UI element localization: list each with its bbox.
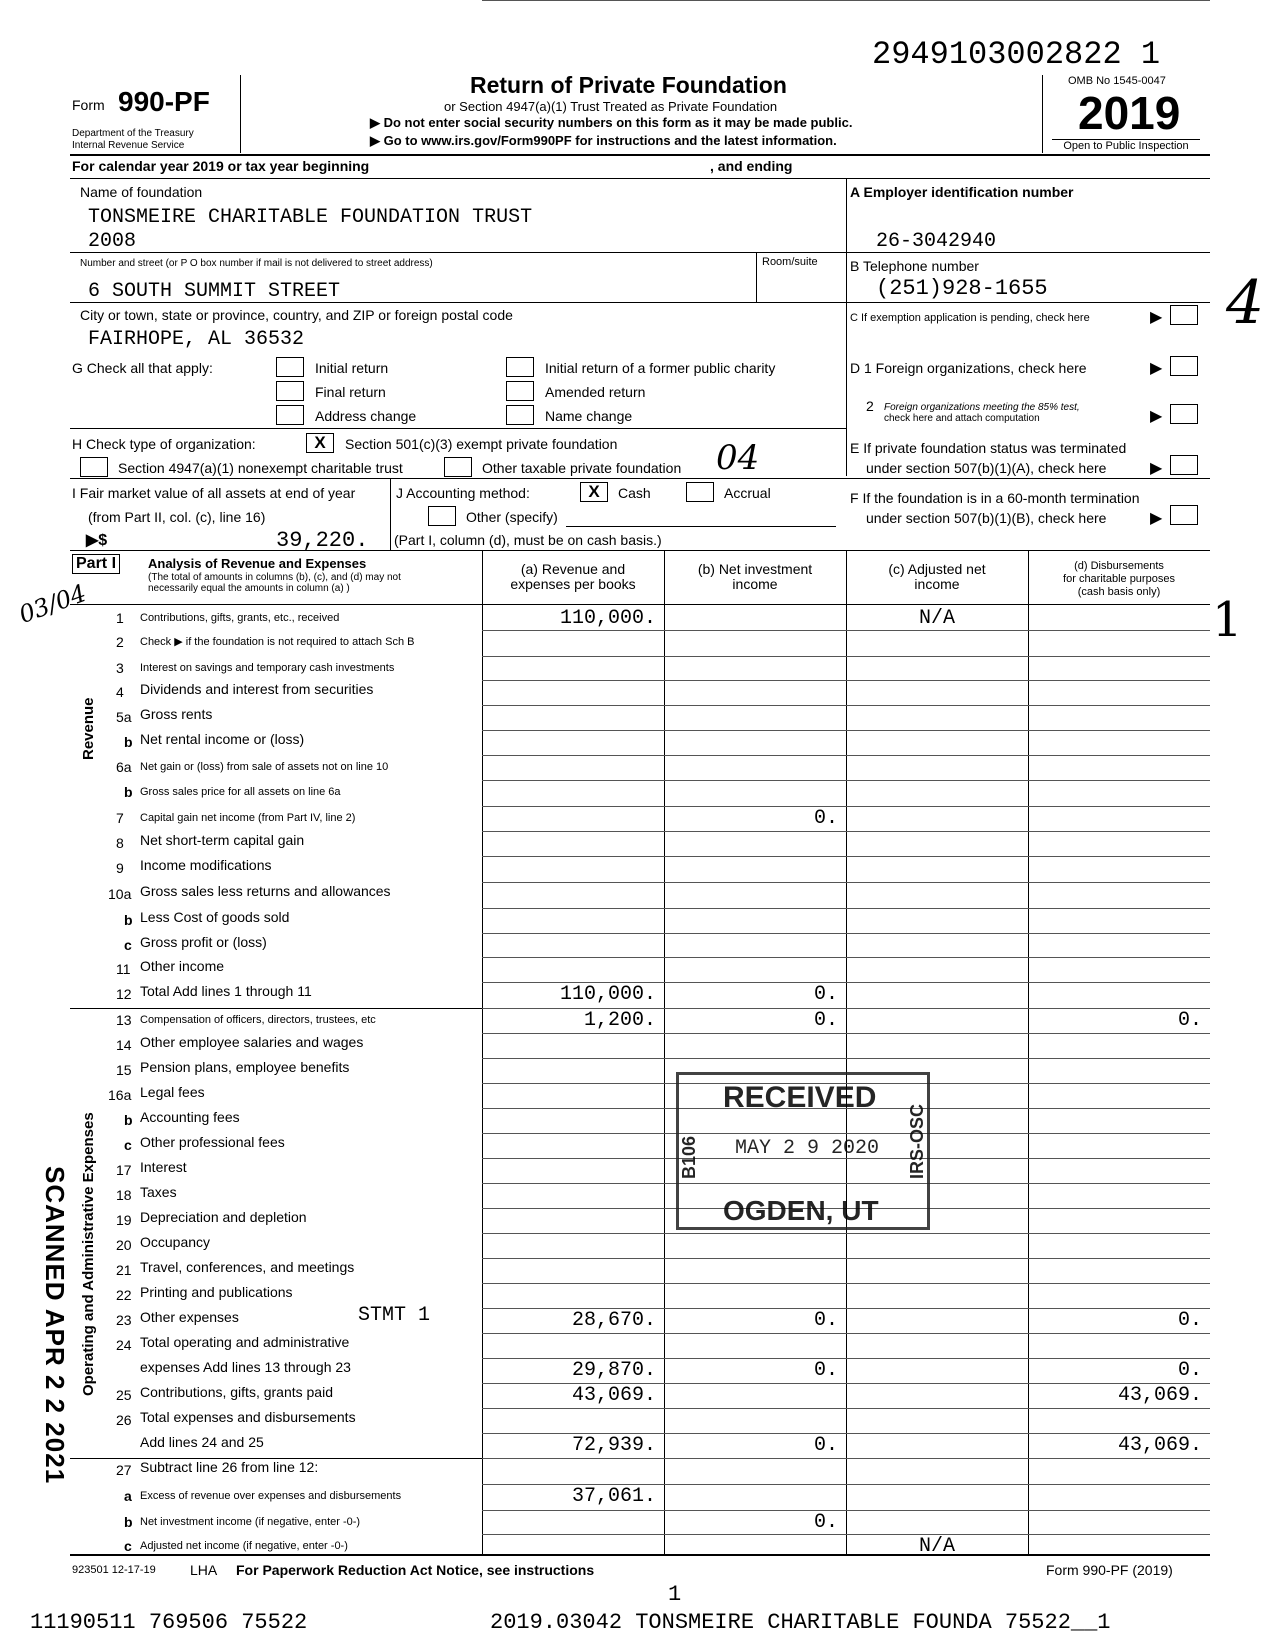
row-number: 18 <box>116 1187 132 1203</box>
row-col-b[interactable]: 0. <box>813 1511 838 1534</box>
city-state-zip[interactable]: FAIRHOPE, AL 36532 <box>88 328 305 351</box>
other-method-checkbox[interactable] <box>428 506 456 526</box>
row-number: 1 <box>116 610 124 626</box>
row-label: Capital gain net income (from Part IV, line 2) <box>140 812 356 824</box>
d2-label-line1: Foreign organizations meeting the 85% test, <box>884 402 1080 413</box>
row-label: Gross sales price for all assets on line 6a <box>140 786 341 798</box>
row-col-d[interactable]: 0. <box>1177 1359 1202 1382</box>
row-label: Net gain or (loss) from sale of assets not on line 10 <box>140 761 389 773</box>
f-label-line1: F If the foundation is in a 60-month termination <box>850 490 1140 506</box>
name-change-label: Name change <box>545 408 633 424</box>
row-number: 9 <box>116 860 124 876</box>
j-label: J Accounting method: <box>396 485 530 501</box>
row-col-a[interactable]: 72,939. <box>571 1434 656 1457</box>
footer-form-ref: Form 990-PF (2019) <box>1046 1562 1173 1578</box>
row-number: 13 <box>116 1012 132 1028</box>
handwritten-check-mark: 1 <box>1212 592 1243 648</box>
street-address[interactable]: 6 SOUTH SUMMIT STREET <box>88 280 341 303</box>
part1-label: Part I <box>72 554 120 574</box>
e-checkbox[interactable] <box>1170 455 1198 475</box>
c-exemption-checkbox[interactable] <box>1170 305 1198 325</box>
part1-title: Analysis of Revenue and Expenses <box>148 556 367 571</box>
part1-note2: necessarily equal the amounts in column (a) ) <box>148 583 350 594</box>
row-label: Less Cost of goods sold <box>140 909 290 925</box>
dept-irs: Internal Revenue Service <box>72 140 185 151</box>
bottom-left-code: 11190511 769506 75522 <box>30 1610 308 1635</box>
street-label: Number and street (or P O box number if mail is not delivered to street address) <box>80 258 433 269</box>
row-col-a[interactable]: 110,000. <box>559 983 656 1006</box>
row-col-a[interactable]: 43,069. <box>571 1384 656 1407</box>
row-label: Total operating and administrative <box>140 1334 350 1350</box>
stamp-right-code: IRS-OSC <box>907 1103 927 1179</box>
section-501c3-label: Section 501(c)(3) exempt private foundation <box>345 436 618 452</box>
dln-number: 2949103002822 1 <box>872 36 1161 73</box>
row-number: c <box>124 1137 132 1153</box>
row-col-a[interactable]: 37,061. <box>571 1485 656 1508</box>
row-label: Gross rents <box>140 706 213 722</box>
row-label: Total expenses and disbursements <box>140 1409 356 1425</box>
row-number: 3 <box>116 660 124 676</box>
row-col-a[interactable]: 110,000. <box>559 607 656 630</box>
address-change-checkbox[interactable] <box>276 405 304 425</box>
row-number: 24 <box>116 1337 132 1353</box>
row-number: b <box>124 784 133 800</box>
row-number: c <box>124 937 132 953</box>
row-number: 17 <box>116 1162 132 1178</box>
form-number: 990-PF <box>118 86 210 117</box>
form-label: Form <box>72 97 105 113</box>
g-label: G Check all that apply: <box>72 360 213 376</box>
city-label: City or town, state or province, country, and ZIP or foreign postal code <box>80 307 513 323</box>
stamp-left-code: B106 <box>679 1135 699 1179</box>
name-change-checkbox[interactable] <box>506 405 534 425</box>
initial-return-label: Initial return <box>315 360 389 376</box>
other-taxable-checkbox[interactable] <box>444 457 472 477</box>
c-exemption-label: C If exemption application is pending, check here <box>850 312 1090 324</box>
row-label: Legal fees <box>140 1084 205 1100</box>
row-number: 8 <box>116 835 124 851</box>
i-label-line2: (from Part II, col. (c), line 16) <box>88 509 266 525</box>
e-label-line2: under section 507(b)(1)(A), check here <box>866 460 1107 476</box>
address-change-label: Address change <box>315 408 417 424</box>
row-label: Income modifications <box>140 857 272 873</box>
stamp-date: MAY 2 9 2020 <box>735 1137 880 1160</box>
i-arrow: ▶$ <box>86 532 108 549</box>
name-label: Name of foundation <box>80 184 203 200</box>
row-number: 16a <box>108 1087 132 1103</box>
row-col-b[interactable]: 0. <box>813 1434 838 1457</box>
handwritten-circle-mark: 04 <box>716 438 760 478</box>
phone-value[interactable]: (251)928-1655 <box>876 276 1048 301</box>
row-col-a[interactable]: 1,200. <box>583 1009 656 1032</box>
room-suite-label: Room/suite <box>762 256 818 268</box>
row-label: Other income <box>140 958 225 974</box>
row-number: 15 <box>116 1062 132 1078</box>
col-c-header: (c) Adjusted net income <box>888 561 986 592</box>
initial-return-checkbox[interactable] <box>276 357 304 377</box>
footer-code: 923501 12-17-19 <box>72 1564 156 1576</box>
bottom-right-code: 2019.03042 TONSMEIRE CHARITABLE FOUNDA 75522__1 <box>490 1610 1111 1635</box>
row-label: Compensation of officers, directors, trustees, etc <box>140 1014 376 1026</box>
and-ending-label: , and ending <box>710 158 793 174</box>
col-a-header: (a) Revenue and expenses per books <box>510 561 636 592</box>
d2-checkbox[interactable] <box>1170 404 1198 424</box>
row-number: 10a <box>108 886 132 902</box>
row-col-a[interactable]: 28,670. <box>571 1309 656 1332</box>
row-number: c <box>124 1538 132 1554</box>
row-label: Travel, conferences, and meetings <box>140 1259 355 1275</box>
row-label: Gross profit or (loss) <box>140 934 267 950</box>
row-col-b[interactable]: 0. <box>813 807 838 830</box>
row-col-b[interactable]: 0. <box>813 983 838 1006</box>
row-label: Pension plans, employee benefits <box>140 1059 350 1075</box>
row-label: Interest <box>140 1159 187 1175</box>
calendar-year-label: For calendar year 2019 or tax year beginning <box>72 158 370 174</box>
row-label: Depreciation and depletion <box>140 1209 307 1225</box>
row-label: Net rental income or (loss) <box>140 731 305 747</box>
row-col-c[interactable]: N/A <box>918 607 955 630</box>
row-number: b <box>124 734 133 750</box>
other-method-label: Other (specify) <box>466 509 558 525</box>
d1-label: D 1 Foreign organizations, check here <box>850 360 1087 376</box>
initial-former-public-checkbox[interactable] <box>506 357 534 377</box>
row-number: 23 <box>116 1312 132 1328</box>
row-label: Subtract line 26 from line 12: <box>140 1459 319 1475</box>
instructions-link[interactable]: ▶ Go to www.irs.gov/Form990PF for instructions and the latest information. <box>370 133 837 148</box>
row-label: Gross sales less returns and allowances <box>140 883 391 899</box>
col-d-header: (d) Disbursements for charitable purposes (cash basis only) <box>1063 560 1175 598</box>
f-label-line2: under section 507(b)(1)(B), check here <box>866 510 1107 526</box>
d2-number: 2 <box>866 398 874 414</box>
row-number: 25 <box>116 1387 132 1403</box>
row-label: Other professional fees <box>140 1134 285 1150</box>
row-label: Excess of revenue over expenses and disbursements <box>140 1490 402 1502</box>
handwritten-left-mark: 03/04 <box>15 579 90 629</box>
ein-label: A Employer identification number <box>850 184 1074 200</box>
amended-return-label: Amended return <box>545 384 646 400</box>
row-label: Net short-term capital gain <box>140 832 305 848</box>
row-col-d[interactable]: 0. <box>1177 1309 1202 1332</box>
other-taxable-label: Other taxable private foundation <box>482 460 682 476</box>
row-number: 4 <box>116 684 124 700</box>
row-label: Taxes <box>140 1184 177 1200</box>
section-4947-checkbox[interactable] <box>80 457 108 477</box>
stamp-city: OGDEN, UT <box>723 1195 879 1226</box>
row-number: 19 <box>116 1212 132 1228</box>
foundation-name-line1[interactable]: TONSMEIRE CHARITABLE FOUNDATION TRUST <box>88 206 533 229</box>
row-col-a[interactable]: 29,870. <box>571 1359 656 1382</box>
row-number: 21 <box>116 1262 132 1278</box>
accrual-label: Accrual <box>724 485 771 501</box>
row-number: 7 <box>116 810 124 826</box>
row-number: 22 <box>116 1287 132 1303</box>
open-to-public: Open to Public Inspection <box>1052 139 1200 152</box>
row-col-b[interactable]: 0. <box>813 1009 838 1032</box>
row-number: 6a <box>116 759 132 775</box>
i-label-line1: I Fair market value of all assets at end of year <box>72 485 356 501</box>
footer-notice: For Paperwork Reduction Act Notice, see instructions <box>236 1562 595 1578</box>
row-number: 5a <box>116 709 132 725</box>
revenue-side-label: Revenue <box>80 697 97 760</box>
stamp-received: RECEIVED <box>723 1081 877 1114</box>
row-label: Adjusted net income (if negative, enter -0-) <box>140 1540 348 1552</box>
row-number: 11 <box>116 961 131 977</box>
final-return-checkbox[interactable] <box>276 381 304 401</box>
row-number: 27 <box>116 1462 132 1478</box>
row-col-b[interactable]: 0. <box>813 1359 838 1382</box>
tax-year: 2019 <box>1078 87 1181 139</box>
row-col-c[interactable]: N/A <box>918 1535 955 1558</box>
section-4947-label: Section 4947(a)(1) nonexempt charitable trust <box>118 460 403 476</box>
part1-note1: (The total of amounts in columns (b), (c), and (d) may not <box>148 572 401 583</box>
stmt-reference[interactable]: STMT 1 <box>358 1304 431 1327</box>
e-label-line1: E If private foundation status was terminated <box>850 440 1127 456</box>
fair-market-value[interactable]: 39,220. <box>276 528 369 553</box>
row-label: Printing and publications <box>140 1284 293 1300</box>
row-number: b <box>124 912 133 928</box>
section-501c3-checkbox[interactable]: X <box>306 433 334 453</box>
cash-label: Cash <box>618 485 651 501</box>
initial-former-public-label: Initial return of a former public charity <box>545 360 776 376</box>
row-label: Occupancy <box>140 1234 211 1250</box>
row-label: Total Add lines 1 through 11 <box>140 983 312 999</box>
row-label: Dividends and interest from securities <box>140 681 374 697</box>
ssn-warning: ▶ Do not enter social security numbers on this form as it may be made public. <box>370 115 853 130</box>
row-label: Contributions, gifts, grants, etc., received <box>140 612 340 624</box>
final-return-label: Final return <box>315 384 386 400</box>
row-label: Other expenses <box>140 1309 239 1325</box>
row-number: 2 <box>116 634 124 650</box>
row-label: Accounting fees <box>140 1109 240 1125</box>
scanned-stamp: SCANNED APR 2 2 2021 <box>40 1166 70 1485</box>
f-checkbox[interactable] <box>1170 505 1198 525</box>
row-number: 26 <box>116 1412 132 1428</box>
row-label: expenses Add lines 13 through 23 <box>140 1359 351 1375</box>
row-label: Check ▶ if the foundation is not required to attach Sch B <box>140 636 415 648</box>
row-col-d[interactable]: 0. <box>1177 1009 1202 1032</box>
row-number: a <box>124 1488 132 1504</box>
dept-treasury: Department of the Treasury <box>72 128 194 139</box>
row-number: b <box>124 1112 133 1128</box>
d1-checkbox[interactable] <box>1170 356 1198 376</box>
page-number: 1 <box>668 1582 682 1607</box>
row-col-b[interactable]: 0. <box>813 1309 838 1332</box>
omb-number: OMB No 1545-0047 <box>1068 75 1166 87</box>
row-number: 12 <box>116 986 132 1002</box>
handwritten-right-mark: 4 <box>1226 268 1265 338</box>
row-col-d[interactable]: 43,069. <box>1117 1384 1202 1407</box>
row-label: Add lines 24 and 25 <box>140 1434 264 1450</box>
phone-label: B Telephone number <box>850 258 979 274</box>
row-label: Interest on savings and temporary cash investments <box>140 662 395 674</box>
foundation-name-line2[interactable]: 2008 <box>88 230 137 253</box>
row-label: Contributions, gifts, grants paid <box>140 1384 333 1400</box>
footer-lha: LHA <box>190 1562 218 1578</box>
ein-value[interactable]: 26-3042940 <box>876 230 997 253</box>
row-label: Net investment income (if negative, enter -0-) <box>140 1516 361 1528</box>
expenses-side-label: Operating and Administrative Expenses <box>80 1112 97 1396</box>
d2-label-line2: check here and attach computation <box>884 413 1040 424</box>
cash-checkbox[interactable]: X <box>580 482 608 502</box>
row-number: b <box>124 1514 133 1530</box>
amended-return-checkbox[interactable] <box>506 381 534 401</box>
row-number: 20 <box>116 1237 132 1253</box>
received-stamp <box>676 1072 930 1230</box>
row-label: Other employee salaries and wages <box>140 1034 364 1050</box>
j-note: (Part I, column (d), must be on cash basis.) <box>394 532 662 548</box>
form-subtitle: or Section 4947(a)(1) Trust Treated as Private Foundation <box>444 99 778 114</box>
row-col-d[interactable]: 43,069. <box>1117 1434 1202 1457</box>
form-title: Return of Private Foundation <box>470 72 787 98</box>
accrual-checkbox[interactable] <box>686 482 714 502</box>
col-b-header: (b) Net investment income <box>697 561 813 592</box>
row-number: 14 <box>116 1037 132 1053</box>
h-label: H Check type of organization: <box>72 436 256 452</box>
